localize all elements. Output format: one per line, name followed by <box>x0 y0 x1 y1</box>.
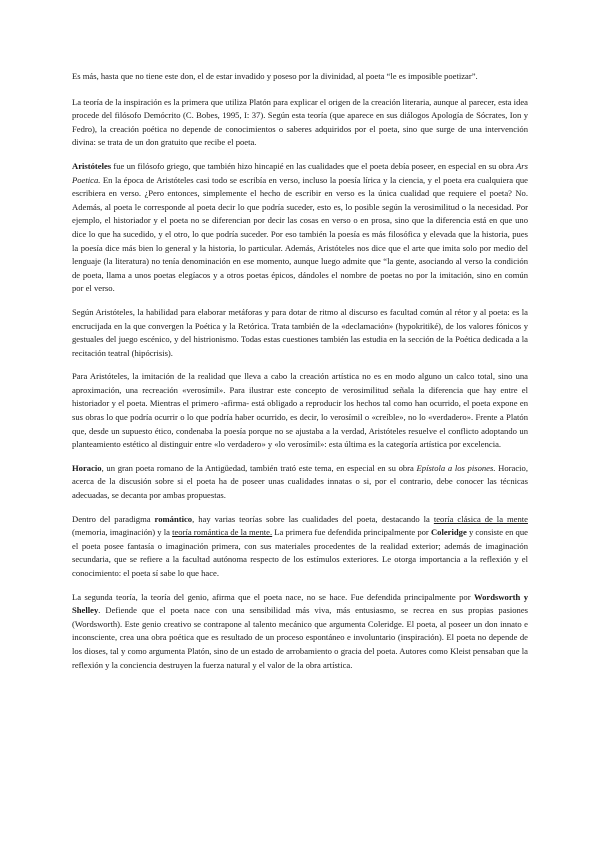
text-run: Dentro del paradigma <box>72 513 155 524</box>
document-body <box>72 70 528 672</box>
text-run: Horacio, acerca de la discusión sobre si el poeta ha de poseer unas cualidades innatas o si, por el contrario, debe conocer las técnicas adecuadas, se decanta por ambas propuestas. <box>72 462 528 501</box>
text-run: Según Aristóteles, la habilidad para elaborar metáforas y para dotar de ritmo al discurso es facultad común al rétor y al poeta: es la encrucijada en la que convergen la Poética y la Retórica. Trata también de la «declamación» (hypokritiké), de los valores fónicos y gestuales del juego escénico, y del histrionismo. Todas estas cuestiones también las estudia en la sección de la Poética dedicada a la recitación teatral (hipócrisis). <box>72 306 528 358</box>
underlined-term: teoría romántica de la mente. <box>172 527 273 538</box>
paragraph <box>72 96 528 150</box>
text-run: La segunda teoría, la teoría del genio, afirma que el poeta nace, no se hace. Fue defendida principalmente por <box>72 591 474 602</box>
text-run: Es más, hasta que no tiene este don, el de estar invadido y poseso por la divinidad, al poeta “le es imposible poetizar”. <box>72 71 478 81</box>
work-title: Epístola a los pisones. <box>416 462 496 473</box>
text-run: fue un filósofo griego, que también hizo hincapié en las cualidades que el poeta debía poseer, en especial en su obra <box>111 160 517 171</box>
text-run: , hay varias teorías sobre las cualidades del poeta, destacando la <box>192 513 434 524</box>
paragraph <box>72 306 528 360</box>
bold-term: Coleridge <box>430 527 467 538</box>
text-run: . Defiende que el poeta nace con una sensibilidad más viva, más entusiasmo, se recrea en sus propias pasiones (Wordsworth). Este genio creativo se contrapone al talento mecánico que argumenta Coleridge. El poeta, al poseer un don innato e inconsciente, crea una obra poética que es resultado de un proceso espontáneo e involuntario (inspiración). El poeta no depende de los dioses, tal y como argumenta Platón, sino de un estado de arrobamiento o gracia del poeta. Autores como Kleist pensaban que la reflexión y la conciencia destruyen la fuerza natural y el valor de la obra artística. <box>72 605 528 670</box>
bold-term: romántico <box>154 513 193 524</box>
bold-term: Aristóteles <box>72 160 112 171</box>
paragraph <box>72 513 528 581</box>
text-run: Para Aristóteles, la imitación de la realidad que lleva a cabo la creación artística no es en modo alguno un calco total, sino una aproximación, una recreación «verosímil». Para ilustrar este concepto de verosimilitud señala la diferencia que hay entre el historiador y el poeta. Mientras el primero -afirma- está obligado a reproducir los hechos tal como han ocurrido, el poeta expone en sus obras lo que podría ocurrir o lo que podría haber ocurrido, es decir, lo verosímil o «creíble», no lo «verdadero». Frente a Platón que, desde un supuesto ético, condenaba la poesía porque no se ajustaba a la verdad, Aristóteles resuelve el conflicto adoptando un planteamiento estético al distinguir entre «lo verdadero» y «lo verosímil»: esta última es la categoría artística por excelencia. <box>72 371 528 450</box>
paragraph <box>72 70 528 84</box>
paragraph <box>72 160 528 296</box>
paragraph <box>72 591 528 673</box>
text-run: , un gran poeta romano de la Antigüedad, también trató este tema, en especial en su obra <box>101 462 417 473</box>
text-run: y consiste en que el poeta posee fantasía o imaginación primera, con sus materiales procedentes de la realidad exterior; además de imaginación secundaria, que se refiere a la facultad autónoma respecto de los estímulos exteriores. Le otorga importancia a la reflexión y el conocimiento: el poeta sí sabe lo que hace. <box>72 527 528 578</box>
paragraph <box>72 370 528 452</box>
paragraph <box>72 462 528 503</box>
text-run: La teoría de la inspiración es la primera que utiliza Platón para explicar el origen de la creación literaria, aunque al parecer, esta idea procede del filósofo Demócrito (C. Bobes, 1995, I: 37). Según esta teoría (que aparece en sus diálogos Apología de Sócrates, Ion y Fedro), la creación poética no depende de conocimientos o saberes adquiridos por el poeta, sino que surge de una intervención divina: se trata de un don gratuito que recibe el poeta. <box>72 96 528 148</box>
underlined-term: teoría clásica de la mente <box>433 513 528 524</box>
text-run: En la época de Aristóteles casi todo se escribía en verso, incluso la poesía lírica y la ciencia, y el poeta era cualquiera que escribiera en verso. ¿Pero entonces, simplemente el hecho de escribir en verso es la única cualidad que requiere el poeta? No. Además, al poeta le corresponde al poeta decir lo que podría suceder, esto es, lo posible según la verosimilitud o la necesidad. Por ejemplo, el historiador y el poeta no se diferencian por decir las cosas en verso o en prosa, sino que la diferencia está en que uno dice lo que ha sucedido, y el otro, lo que podría suceder. Por eso también la poesía es más filosófica y elevada que la historia, pues la poesía dice más bien lo general y la historia, lo particular. Además, Aristóteles nos dice que el arte que imita solo por medio del lenguaje (la literatura) no tenía denominación en ese momento, aunque luego admite que “la gente, asociando al verso la condición de poeta, llama a unos poetas elegíacos y a otros poetas épicos, dándoles el nombre de poetas no por la imitación, sino en común por el verso. <box>72 174 528 294</box>
bold-term: Horacio <box>72 462 102 473</box>
text-run: La primera fue defendida principalmente por <box>272 527 431 538</box>
text-run: (memoria, imaginación) y la <box>72 527 173 538</box>
work-title: Ars Poetica. <box>72 160 528 185</box>
bold-term: Wordsworth y Shelley <box>72 591 528 616</box>
